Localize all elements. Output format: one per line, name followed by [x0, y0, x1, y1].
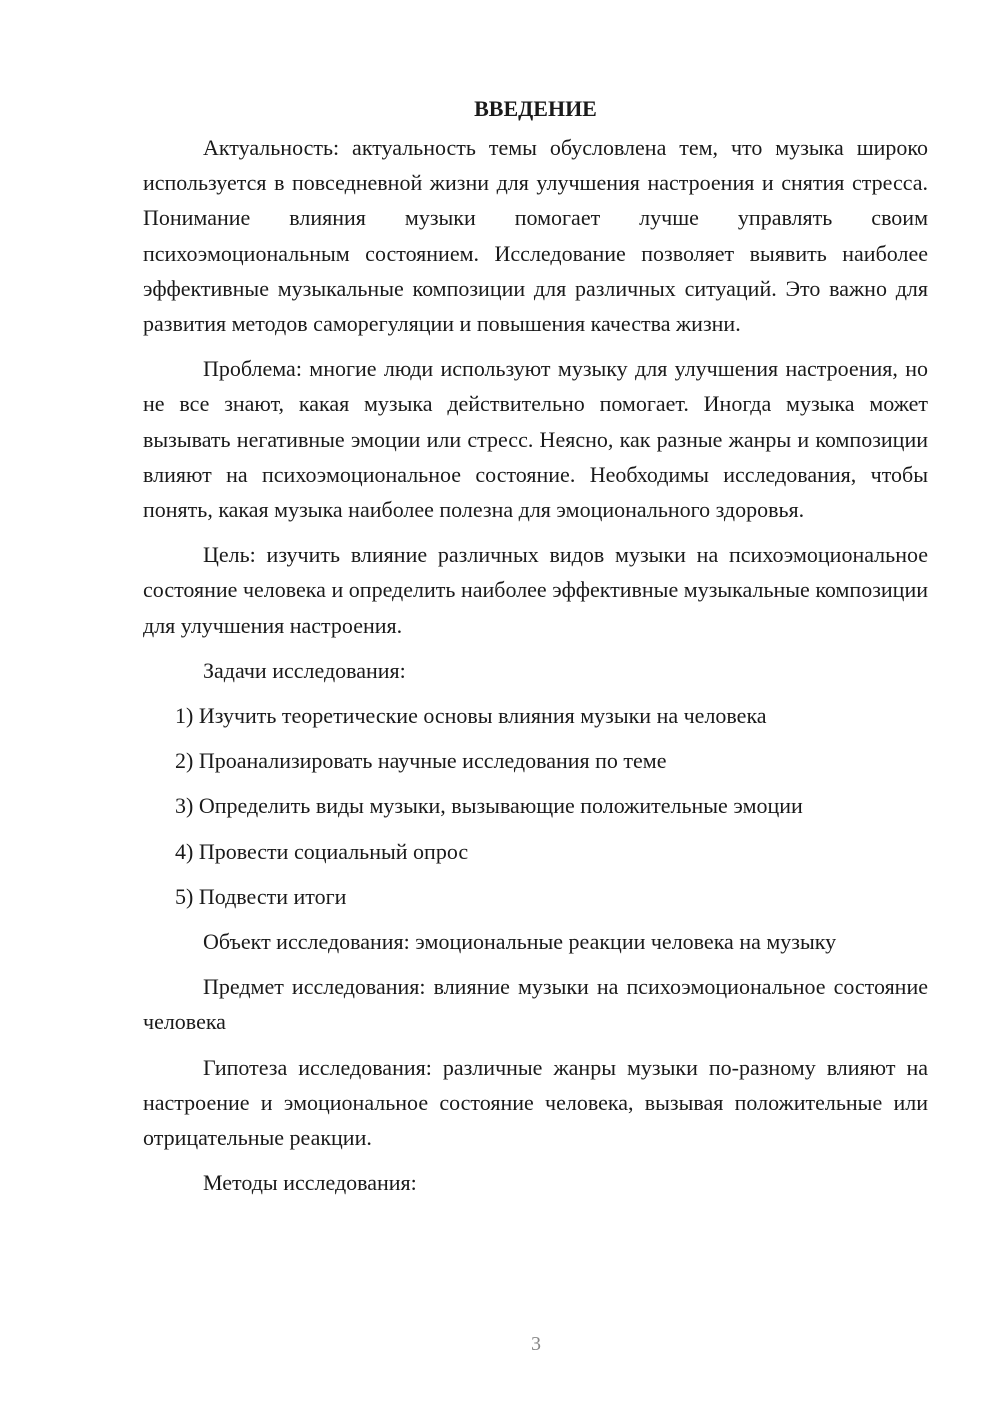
task-item-4: 4) Провести социальный опрос — [175, 838, 469, 864]
page-number: 3 — [531, 1333, 541, 1355]
relevance-paragraph: Актуальность: актуальность темы обусловлена тем, что музыка широко используется в повседневной жизни для улучшения настроения и снятия стресса. Понимание влияния музыки помогает лучше управлять своим психоэмоциональным состоянием. Исследование позволяет выявить наиболее эффективные музыкальные композиции для различных ситуаций. Это важно для развития методов саморегуляции и повышения качества жизни. — [143, 135, 928, 337]
task-item-2: 2) Проанализировать научные исследования по теме — [175, 748, 667, 774]
page-title: ВВЕДЕНИЕ — [474, 96, 597, 121]
subject-paragraph: Предмет исследования: влияние музыки на психоэмоциональное состояние человека — [143, 974, 928, 1035]
problem-paragraph: Проблема: многие люди используют музыку для улучшения настроения, но не все знают, какая музыка действительно помогает. Иногда музыка может вызывать негативные эмоции или стресс. Неясно, как разные жанры и композиции влияют на психоэмоциональное состояние. Необходимы исследования, чтобы понять, какая музыка наиболее полезна для эмоционального здоровья. — [143, 356, 928, 523]
object-paragraph: Объект исследования: эмоциональные реакции человека на музыку — [203, 929, 837, 955]
goal-paragraph: Цель: изучить влияние различных видов музыки на психоэмоциональное состояние человека и определить наиболее эффективные музыкальные композиции для улучшения настроения. — [143, 542, 928, 638]
hypothesis-paragraph: Гипотеза исследования: различные жанры музыки по-разному влияют на настроение и эмоциональное состояние человека, вызывая положительные или отрицательные реакции. — [143, 1054, 928, 1151]
tasks-heading: Задачи исследования: — [203, 657, 406, 683]
task-item-5: 5) Подвести итоги — [175, 883, 347, 909]
document-body — [143, 92, 928, 1210]
task-item-3: 3) Определить виды музыки, вызывающие положительные эмоции — [175, 793, 803, 819]
task-item-1: 1) Изучить теоретические основы влияния музыки на человека — [175, 703, 767, 729]
tasks-list — [143, 698, 928, 914]
methods-heading: Методы исследования: — [203, 1170, 417, 1196]
